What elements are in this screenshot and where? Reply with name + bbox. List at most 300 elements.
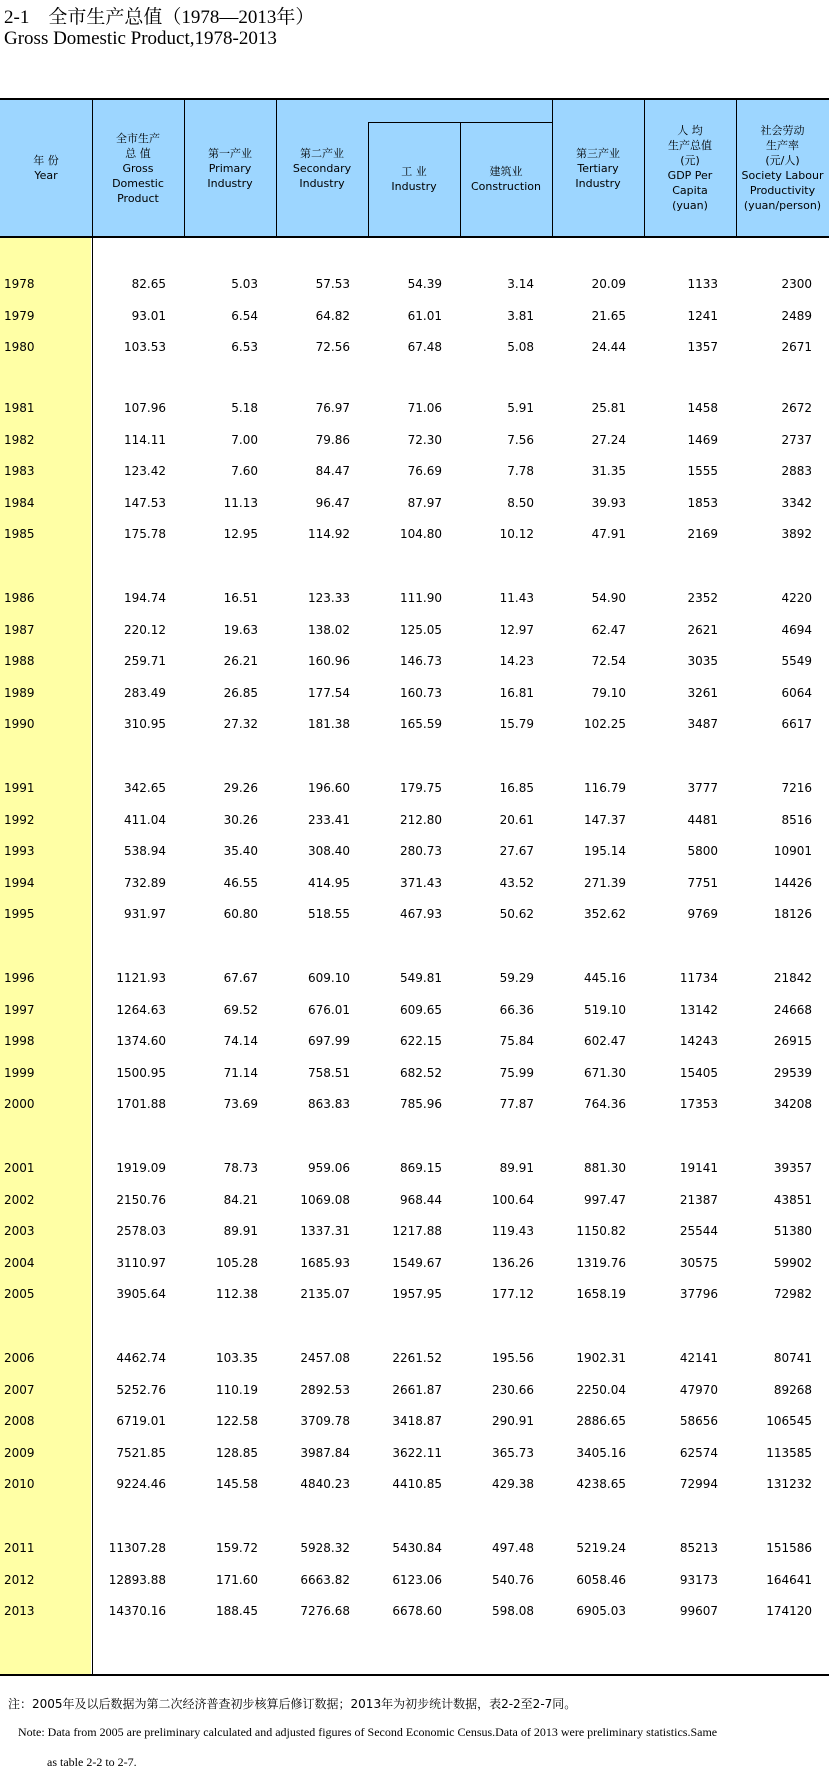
cell-year: 1990	[4, 717, 35, 731]
cell-percapita: 3261	[687, 685, 718, 700]
cell-construction: 119.43	[492, 1224, 534, 1238]
cell-primary: 103.35	[216, 1351, 258, 1365]
cell-labour: 51380	[773, 1224, 812, 1238]
cell-construction: 77.87	[499, 1097, 534, 1111]
cell-labour: 72982	[773, 1287, 812, 1301]
table-row	[0, 1601, 829, 1621]
cell-labour: 113585	[766, 1445, 812, 1460]
cell-secondary: 4840.23	[300, 1477, 350, 1491]
cell-tertiary: 5219.24	[576, 1541, 626, 1555]
table-title-english: Gross Domestic Product,1978-2013	[4, 28, 277, 49]
cell-labour: 43851	[773, 1192, 812, 1207]
cell-industry: 622.15	[400, 1034, 442, 1048]
cell-gdp: 82.65	[131, 277, 166, 291]
table-row	[0, 968, 829, 988]
cell-primary: 74.14	[223, 1034, 258, 1048]
cell-tertiary: 671.30	[584, 1065, 626, 1080]
cell-primary: 60.80	[223, 907, 258, 921]
table-row	[0, 1253, 829, 1273]
cell-labour: 24668	[773, 1002, 812, 1017]
table-row	[0, 778, 829, 798]
cell-secondary: 57.53	[315, 277, 350, 291]
cell-labour: 6064	[781, 685, 812, 700]
cell-labour: 29539	[773, 1065, 812, 1080]
cell-labour: 18126	[773, 907, 812, 921]
cell-year: 1982	[4, 432, 35, 447]
cell-industry: 1217.88	[392, 1224, 442, 1238]
header-construction: 建筑业 Construction	[460, 122, 552, 236]
cell-construction: 8.50	[507, 495, 534, 510]
cell-percapita: 93173	[679, 1572, 718, 1587]
cell-industry: 609.65	[400, 1002, 442, 1017]
cell-industry: 165.59	[400, 717, 442, 731]
cell-secondary: 114.92	[308, 527, 350, 541]
cell-percapita: 15405	[679, 1065, 718, 1080]
cell-percapita: 2169	[687, 527, 718, 541]
cell-industry: 71.06	[407, 401, 442, 415]
cell-primary: 188.45	[216, 1604, 258, 1618]
cell-industry: 2261.52	[392, 1351, 442, 1365]
cell-tertiary: 31.35	[591, 464, 626, 478]
table-row	[0, 1063, 829, 1083]
cell-secondary: 138.02	[308, 622, 350, 637]
table-row	[0, 524, 829, 544]
cell-construction: 365.73	[492, 1445, 534, 1460]
cell-industry: 67.48	[407, 340, 442, 354]
cell-tertiary: 2886.65	[576, 1414, 626, 1428]
header-divider	[736, 100, 737, 236]
cell-secondary: 414.95	[308, 875, 350, 890]
cell-tertiary: 79.10	[591, 685, 626, 700]
cell-labour: 34208	[773, 1097, 812, 1111]
cell-secondary: 1685.93	[300, 1255, 350, 1270]
cell-year: 1981	[4, 401, 35, 415]
cell-industry: 6678.60	[392, 1604, 442, 1618]
cell-tertiary: 1902.31	[576, 1351, 626, 1365]
cell-gdp: 2150.76	[116, 1192, 166, 1207]
table-row	[0, 620, 829, 640]
cell-tertiary: 116.79	[584, 781, 626, 795]
cell-secondary: 758.51	[308, 1065, 350, 1080]
cell-year: 1994	[4, 875, 35, 890]
cell-labour: 10901	[773, 844, 812, 858]
cell-tertiary: 519.10	[584, 1002, 626, 1017]
cell-year: 1983	[4, 464, 35, 478]
cell-industry: 2661.87	[392, 1382, 442, 1397]
cell-gdp: 538.94	[124, 844, 166, 858]
cell-year: 1992	[4, 812, 35, 827]
cell-construction: 429.38	[492, 1477, 534, 1491]
cell-primary: 122.58	[216, 1414, 258, 1428]
cell-percapita: 1853	[687, 495, 718, 510]
cell-construction: 66.36	[499, 1002, 534, 1017]
table-row	[0, 810, 829, 830]
cell-year: 1997	[4, 1002, 35, 1017]
cell-construction: 75.84	[499, 1034, 534, 1048]
cell-tertiary: 62.47	[591, 622, 626, 637]
cell-gdp: 732.89	[124, 875, 166, 890]
cell-year: 2011	[4, 1541, 35, 1555]
cell-year: 1998	[4, 1034, 35, 1048]
cell-secondary: 959.06	[308, 1161, 350, 1175]
cell-year: 1986	[4, 591, 35, 605]
cell-percapita: 21387	[679, 1192, 718, 1207]
cell-construction: 43.52	[499, 875, 534, 890]
cell-industry: 179.75	[400, 781, 442, 795]
cell-percapita: 1357	[687, 340, 718, 354]
cell-tertiary: 72.54	[591, 654, 626, 668]
header-bottom-border	[0, 236, 829, 238]
cell-construction: 12.97	[499, 622, 534, 637]
cell-year: 1991	[4, 781, 35, 795]
cell-gdp: 107.96	[124, 401, 166, 415]
cell-labour: 2671	[781, 340, 812, 354]
cell-tertiary: 24.44	[591, 340, 626, 354]
cell-gdp: 6719.01	[116, 1414, 166, 1428]
cell-primary: 171.60	[216, 1572, 258, 1587]
table-row	[0, 1031, 829, 1051]
cell-primary: 16.51	[223, 591, 258, 605]
cell-percapita: 58656	[679, 1414, 718, 1428]
cell-gdp: 259.71	[124, 654, 166, 668]
table-row	[0, 1348, 829, 1368]
header-divider	[644, 100, 645, 236]
cell-percapita: 2352	[687, 591, 718, 605]
cell-gdp: 194.74	[124, 591, 166, 605]
cell-year: 2005	[4, 1287, 35, 1301]
table-row	[0, 398, 829, 418]
cell-gdp: 2578.03	[116, 1224, 166, 1238]
cell-percapita: 62574	[679, 1445, 718, 1460]
cell-secondary: 196.60	[308, 781, 350, 795]
cell-secondary: 863.83	[308, 1097, 350, 1111]
cell-tertiary: 6905.03	[576, 1604, 626, 1618]
cell-primary: 26.85	[223, 685, 258, 700]
cell-primary: 73.69	[223, 1097, 258, 1111]
cell-primary: 7.60	[231, 464, 258, 478]
cell-industry: 1957.95	[392, 1287, 442, 1301]
cell-tertiary: 25.81	[591, 401, 626, 415]
cell-secondary: 96.47	[315, 495, 350, 510]
cell-gdp: 220.12	[124, 622, 166, 637]
cell-labour: 89268	[773, 1382, 812, 1397]
cell-primary: 78.73	[223, 1161, 258, 1175]
cell-tertiary: 54.90	[591, 591, 626, 605]
cell-gdp: 1264.63	[116, 1002, 166, 1017]
cell-percapita: 25544	[679, 1224, 718, 1238]
header-industry: 工 业 Industry	[368, 122, 460, 236]
note-english-line2: as table 2-2 to 2-7.	[47, 1755, 137, 1769]
cell-construction: 5.08	[507, 340, 534, 354]
cell-labour: 3892	[781, 527, 812, 541]
cell-construction: 89.91	[499, 1161, 534, 1175]
table-row	[0, 1221, 829, 1241]
cell-primary: 12.95	[223, 527, 258, 541]
cell-primary: 112.38	[216, 1287, 258, 1301]
table-row	[0, 493, 829, 513]
header-divider	[552, 100, 553, 236]
cell-tertiary: 147.37	[584, 812, 626, 827]
cell-industry: 111.90	[400, 591, 442, 605]
cell-year: 2013	[4, 1604, 35, 1618]
cell-secondary: 518.55	[308, 907, 350, 921]
cell-tertiary: 195.14	[584, 844, 626, 858]
cell-construction: 14.23	[499, 654, 534, 668]
cell-year: 1988	[4, 654, 35, 668]
cell-secondary: 79.86	[315, 432, 350, 447]
cell-industry: 371.43	[400, 875, 442, 890]
cell-industry: 785.96	[400, 1097, 442, 1111]
cell-tertiary: 764.36	[584, 1097, 626, 1111]
cell-secondary: 676.01	[308, 1002, 350, 1017]
cell-labour: 3342	[781, 495, 812, 510]
cell-year: 1987	[4, 622, 35, 637]
table-row	[0, 274, 829, 294]
cell-year: 2006	[4, 1351, 35, 1365]
cell-year: 2008	[4, 1414, 35, 1428]
cell-percapita: 1555	[687, 464, 718, 478]
cell-gdp: 11307.28	[108, 1541, 166, 1555]
table-row	[0, 1570, 829, 1590]
cell-industry: 72.30	[407, 432, 442, 447]
cell-year: 1993	[4, 844, 35, 858]
cell-labour: 106545	[766, 1414, 812, 1428]
header-secondary-industry: 第二产业 Secondary Industry	[276, 100, 368, 236]
cell-percapita: 1133	[687, 277, 718, 291]
cell-industry: 160.73	[400, 685, 442, 700]
cell-industry: 146.73	[400, 654, 442, 668]
cell-percapita: 30575	[679, 1255, 718, 1270]
cell-gdp: 9224.46	[116, 1477, 166, 1491]
cell-tertiary: 602.47	[584, 1034, 626, 1048]
cell-year: 1978	[4, 277, 35, 291]
cell-year: 2003	[4, 1224, 35, 1238]
table-row	[0, 1284, 829, 1304]
header-subdivider	[368, 122, 552, 123]
cell-percapita: 1469	[687, 432, 718, 447]
cell-gdp: 4462.74	[116, 1351, 166, 1365]
cell-percapita: 19141	[679, 1161, 718, 1175]
table-row	[0, 1380, 829, 1400]
cell-construction: 230.66	[492, 1382, 534, 1397]
cell-construction: 75.99	[499, 1065, 534, 1080]
cell-year: 2002	[4, 1192, 35, 1207]
cell-construction: 195.56	[492, 1351, 534, 1365]
cell-industry: 1549.67	[392, 1255, 442, 1270]
cell-primary: 7.00	[231, 432, 258, 447]
cell-construction: 5.91	[507, 401, 534, 415]
cell-industry: 4410.85	[392, 1477, 442, 1491]
table-row	[0, 461, 829, 481]
cell-tertiary: 997.47	[584, 1192, 626, 1207]
cell-labour: 21842	[773, 971, 812, 985]
cell-primary: 6.53	[231, 340, 258, 354]
cell-secondary: 2892.53	[300, 1382, 350, 1397]
cell-year: 2009	[4, 1445, 35, 1460]
cell-primary: 105.28	[216, 1255, 258, 1270]
cell-gdp: 1374.60	[116, 1034, 166, 1048]
cell-industry: 61.01	[407, 308, 442, 323]
cell-gdp: 123.42	[124, 464, 166, 478]
cell-primary: 128.85	[216, 1445, 258, 1460]
cell-tertiary: 47.91	[591, 527, 626, 541]
cell-industry: 5430.84	[392, 1541, 442, 1555]
header-divider	[368, 122, 369, 236]
cell-gdp: 411.04	[124, 812, 166, 827]
cell-secondary: 72.56	[315, 340, 350, 354]
cell-industry: 54.39	[407, 277, 442, 291]
cell-year: 2001	[4, 1161, 35, 1175]
cell-labour: 2672	[781, 401, 812, 415]
cell-industry: 212.80	[400, 812, 442, 827]
cell-percapita: 47970	[679, 1382, 718, 1397]
header-gdp: 全市生产 总 值 Gross Domestic Product	[92, 100, 184, 236]
cell-primary: 29.26	[223, 781, 258, 795]
cell-secondary: 84.47	[315, 464, 350, 478]
cell-construction: 27.67	[499, 844, 534, 858]
cell-primary: 159.72	[216, 1541, 258, 1555]
cell-year: 2010	[4, 1477, 35, 1491]
cell-gdp: 3905.64	[116, 1287, 166, 1301]
cell-labour: 174120	[766, 1604, 812, 1618]
cell-gdp: 1500.95	[116, 1065, 166, 1080]
cell-secondary: 2457.08	[300, 1351, 350, 1365]
cell-construction: 16.81	[499, 685, 534, 700]
cell-labour: 4694	[781, 622, 812, 637]
cell-primary: 89.91	[223, 1224, 258, 1238]
cell-tertiary: 6058.46	[576, 1572, 626, 1587]
cell-construction: 7.78	[507, 464, 534, 478]
cell-gdp: 931.97	[124, 907, 166, 921]
cell-gdp: 1919.09	[116, 1161, 166, 1175]
cell-labour: 14426	[773, 875, 812, 890]
header-gdp-per-capita: 人 均 生产总值 (元) GDP Per Capita (yuan)	[644, 100, 736, 236]
table-row	[0, 904, 829, 924]
cell-primary: 71.14	[223, 1065, 258, 1080]
cell-tertiary: 20.09	[591, 277, 626, 291]
cell-secondary: 76.97	[315, 401, 350, 415]
cell-construction: 11.43	[499, 591, 534, 605]
cell-primary: 145.58	[216, 1477, 258, 1491]
table-row	[0, 651, 829, 671]
cell-tertiary: 27.24	[591, 432, 626, 447]
table-bottom-border	[0, 1674, 829, 1676]
cell-labour: 131232	[766, 1477, 812, 1491]
cell-percapita: 42141	[679, 1351, 718, 1365]
cell-tertiary: 881.30	[584, 1161, 626, 1175]
table-row	[0, 683, 829, 703]
cell-construction: 59.29	[499, 971, 534, 985]
cell-gdp: 7521.85	[116, 1445, 166, 1460]
header-divider	[276, 100, 277, 236]
cell-construction: 3.14	[507, 277, 534, 291]
cell-construction: 50.62	[499, 907, 534, 921]
cell-construction: 136.26	[492, 1255, 534, 1270]
cell-primary: 84.21	[223, 1192, 258, 1207]
cell-percapita: 3487	[687, 717, 718, 731]
cell-tertiary: 21.65	[591, 308, 626, 323]
cell-gdp: 5252.76	[116, 1382, 166, 1397]
header-divider	[92, 100, 93, 236]
cell-tertiary: 2250.04	[576, 1382, 626, 1397]
cell-tertiary: 445.16	[584, 971, 626, 985]
cell-labour: 5549	[781, 654, 812, 668]
cell-labour: 8516	[781, 812, 812, 827]
table-row	[0, 873, 829, 893]
cell-primary: 30.26	[223, 812, 258, 827]
cell-industry: 3622.11	[392, 1445, 442, 1460]
cell-percapita: 72994	[679, 1477, 718, 1491]
cell-labour: 2489	[781, 308, 812, 323]
cell-primary: 26.21	[223, 654, 258, 668]
cell-primary: 67.67	[223, 971, 258, 985]
cell-industry: 467.93	[400, 907, 442, 921]
cell-primary: 35.40	[223, 844, 258, 858]
cell-construction: 7.56	[507, 432, 534, 447]
cell-year: 1985	[4, 527, 35, 541]
cell-labour: 2737	[781, 432, 812, 447]
cell-industry: 104.80	[400, 527, 442, 541]
cell-gdp: 310.95	[124, 717, 166, 731]
cell-secondary: 64.82	[315, 308, 350, 323]
table-row	[0, 588, 829, 608]
cell-percapita: 7751	[687, 875, 718, 890]
cell-secondary: 308.40	[308, 844, 350, 858]
cell-primary: 19.63	[223, 622, 258, 637]
cell-secondary: 7276.68	[300, 1604, 350, 1618]
cell-percapita: 17353	[679, 1097, 718, 1111]
cell-secondary: 160.96	[308, 654, 350, 668]
cell-year: 1979	[4, 308, 35, 323]
header-divider	[460, 122, 461, 236]
cell-secondary: 697.99	[308, 1034, 350, 1048]
table-title-chinese: 2-1 全市生产总值（1978—2013年）	[4, 7, 315, 28]
cell-percapita: 2621	[687, 622, 718, 637]
header-year: 年 份 Year	[0, 100, 92, 236]
cell-industry: 76.69	[407, 464, 442, 478]
cell-year: 2000	[4, 1097, 35, 1111]
cell-labour: 2883	[781, 464, 812, 478]
cell-construction: 177.12	[492, 1287, 534, 1301]
cell-percapita: 99607	[679, 1604, 718, 1618]
header-labour-productivity: 社会劳动 生产率 (元/人) Society Labour Productivity (yuan/person)	[736, 100, 829, 236]
cell-industry: 549.81	[400, 971, 442, 985]
cell-labour: 6617	[781, 717, 812, 731]
cell-tertiary: 4238.65	[576, 1477, 626, 1491]
cell-industry: 968.44	[400, 1192, 442, 1207]
cell-secondary: 3709.78	[300, 1414, 350, 1428]
table-row	[0, 306, 829, 326]
cell-secondary: 3987.84	[300, 1445, 350, 1460]
cell-tertiary: 271.39	[584, 875, 626, 890]
cell-tertiary: 1658.19	[576, 1287, 626, 1301]
cell-industry: 869.15	[400, 1161, 442, 1175]
cell-gdp: 1121.93	[116, 971, 166, 985]
cell-year: 1984	[4, 495, 35, 510]
note-english-line1: Note: Data from 2005 are preliminary calculated and adjusted figures of Second Economic Census.Data of 2013 were preliminary statistics.Same	[18, 1725, 718, 1739]
cell-construction: 10.12	[499, 527, 534, 541]
cell-gdp: 3110.97	[116, 1255, 166, 1270]
cell-year: 2004	[4, 1255, 35, 1270]
table-row	[0, 1443, 829, 1463]
cell-gdp: 103.53	[124, 340, 166, 354]
cell-primary: 5.03	[231, 277, 258, 291]
cell-labour: 26915	[773, 1034, 812, 1048]
cell-labour: 7216	[781, 781, 812, 795]
table-row	[0, 1411, 829, 1431]
cell-construction: 100.64	[492, 1192, 534, 1207]
cell-primary: 69.52	[223, 1002, 258, 1017]
